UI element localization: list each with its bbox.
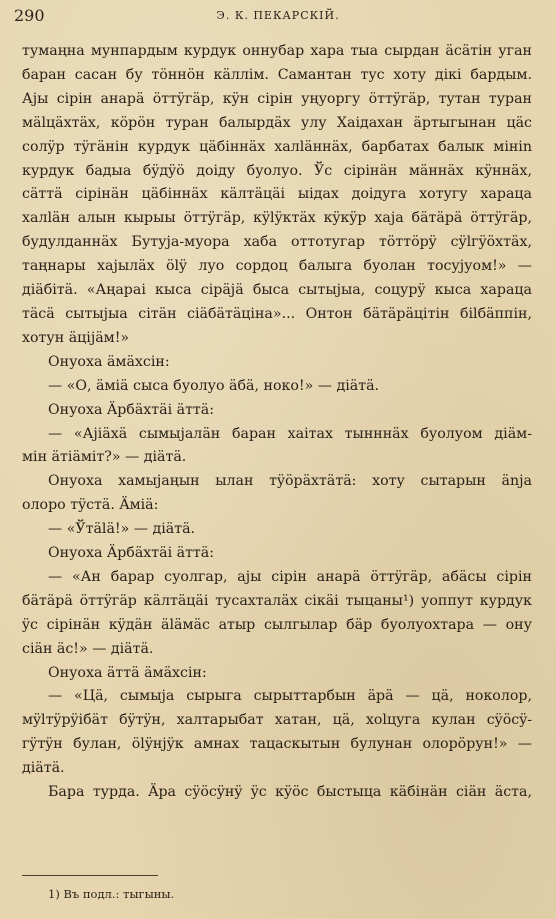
text-line: олоро тÿстä. Äміä:	[22, 497, 159, 514]
text-line: таңнары хаjылäх ölÿ луо сордоц балыга буолан тосуjуом!» —	[22, 258, 532, 275]
text-line: — «Ан барар суолгар, аjы сірін анарä öттÿгäр, абäсы сірін	[48, 568, 532, 585]
text-line: — «Цä, сымыjа сырыга сырыттарбын äрä — цä, ноколор,	[48, 688, 532, 705]
text-line: будулданнäх Бутуjа-муора хаба оттотугар тöттöрÿ сÿlгÿöхтäх,	[22, 234, 532, 251]
text-line: Онуоха Äрбäхтäі äттä:	[48, 401, 215, 418]
text-line: сіäн äс!» — діäтä.	[22, 640, 154, 657]
text-line: курдук бадыа бÿдÿö доіду буолуо. Ўс сірінäн мäннäх кÿннäх,	[22, 162, 532, 179]
text-line: гÿтÿн булан, ölÿнjÿк амнах тацаскытын булунан олорöрун!» —	[22, 736, 532, 753]
text-line: Аjы сірін анарä öттÿгäр, кÿн сірін уңуоргу öттÿгäр, тутан туран	[22, 90, 532, 107]
text-line: Бара турда. Äра сÿöсÿнÿ ÿс кÿöс быстыца кäбiнäн сіäн äста,	[48, 784, 532, 801]
text-line: — «Аjiäхä сымыjалäн баран хаітах тынннäх буолуом діäм-	[48, 425, 532, 442]
text-line: мін äтiäмiт?» — діäтä.	[22, 449, 187, 466]
page-header	[10, 4, 546, 28]
text-line: — «О, äміä сыса буолуо äбä, ноко!» — діäтä.	[48, 377, 380, 394]
text-line: мÿlтÿрÿiбäт бÿтÿн, халтарыбат хатан, цä, хоlцуга кулан сÿöсÿ-	[22, 712, 532, 729]
text-line: Онуоха äмäхсін:	[48, 353, 170, 370]
text-line: баран сасан бу тöннöн кäллім. Самантан тус хоту дікі бардым.	[22, 66, 532, 83]
text-line: дiäбiтä. «Аңарaі кыса сірäjä быса сытыjыа, соцурÿ кыса хараца	[22, 282, 532, 299]
body-text	[22, 40, 532, 805]
page-number: 290	[14, 6, 45, 25]
text-line: тäсä сытыjыа сітäн сiäбäтäціна»... Онтон бäтäрäцітін біlбäппін,	[22, 305, 532, 322]
text-line: хотун äцijäм!»	[22, 329, 130, 346]
footnote: 1) Въ подл.: тыгыны.	[48, 887, 175, 901]
running-head: Э. К. ПЕКАРСКІЙ.	[216, 9, 340, 22]
text-line: мälцäхтäх, кöрöн туран балырдäх улу Хаідахан äртыгынан цäс	[22, 114, 532, 131]
text-line: сäттä сірінäн цäбіннäх кäлтäцäi ыідах доідуга хотугу хараца	[22, 186, 532, 203]
text-line: солÿр тÿгäнін курдук цäбіннäх халläннäх, барбатах балык мініn	[22, 138, 532, 155]
text-line: Онуоха хамыjаңын ылан тÿöрäхтäтä: хоту сытарын änjа	[48, 473, 532, 490]
text-line: Онуоха äттä äмäхсін:	[48, 664, 207, 681]
text-line: ÿс сірінäн кÿдäн äläмäс атыр сылгылар бäр буолуохтара — ону	[22, 616, 532, 633]
text-line: тумаңна мунпардым курдук оннубар хара тыа сырдан äсäтін уган	[22, 43, 532, 59]
text-line: діäтä.	[22, 760, 65, 777]
text-line: халläн алын кырыы öттÿгäр, кÿlÿктäх кÿкÿр хаjа бäтäрä öттÿгäр,	[22, 210, 532, 227]
text-line: — «Ўтälä!» — діäтä.	[48, 521, 196, 538]
footnote-divider	[22, 875, 158, 876]
text-line: бäтäрä öттÿгäр кäлтäцäi тусахталäх сікäi тыцаны¹) уоппут курдук	[22, 592, 532, 609]
text-line: Онуоха Äрбäхтäі äттä:	[48, 545, 215, 562]
